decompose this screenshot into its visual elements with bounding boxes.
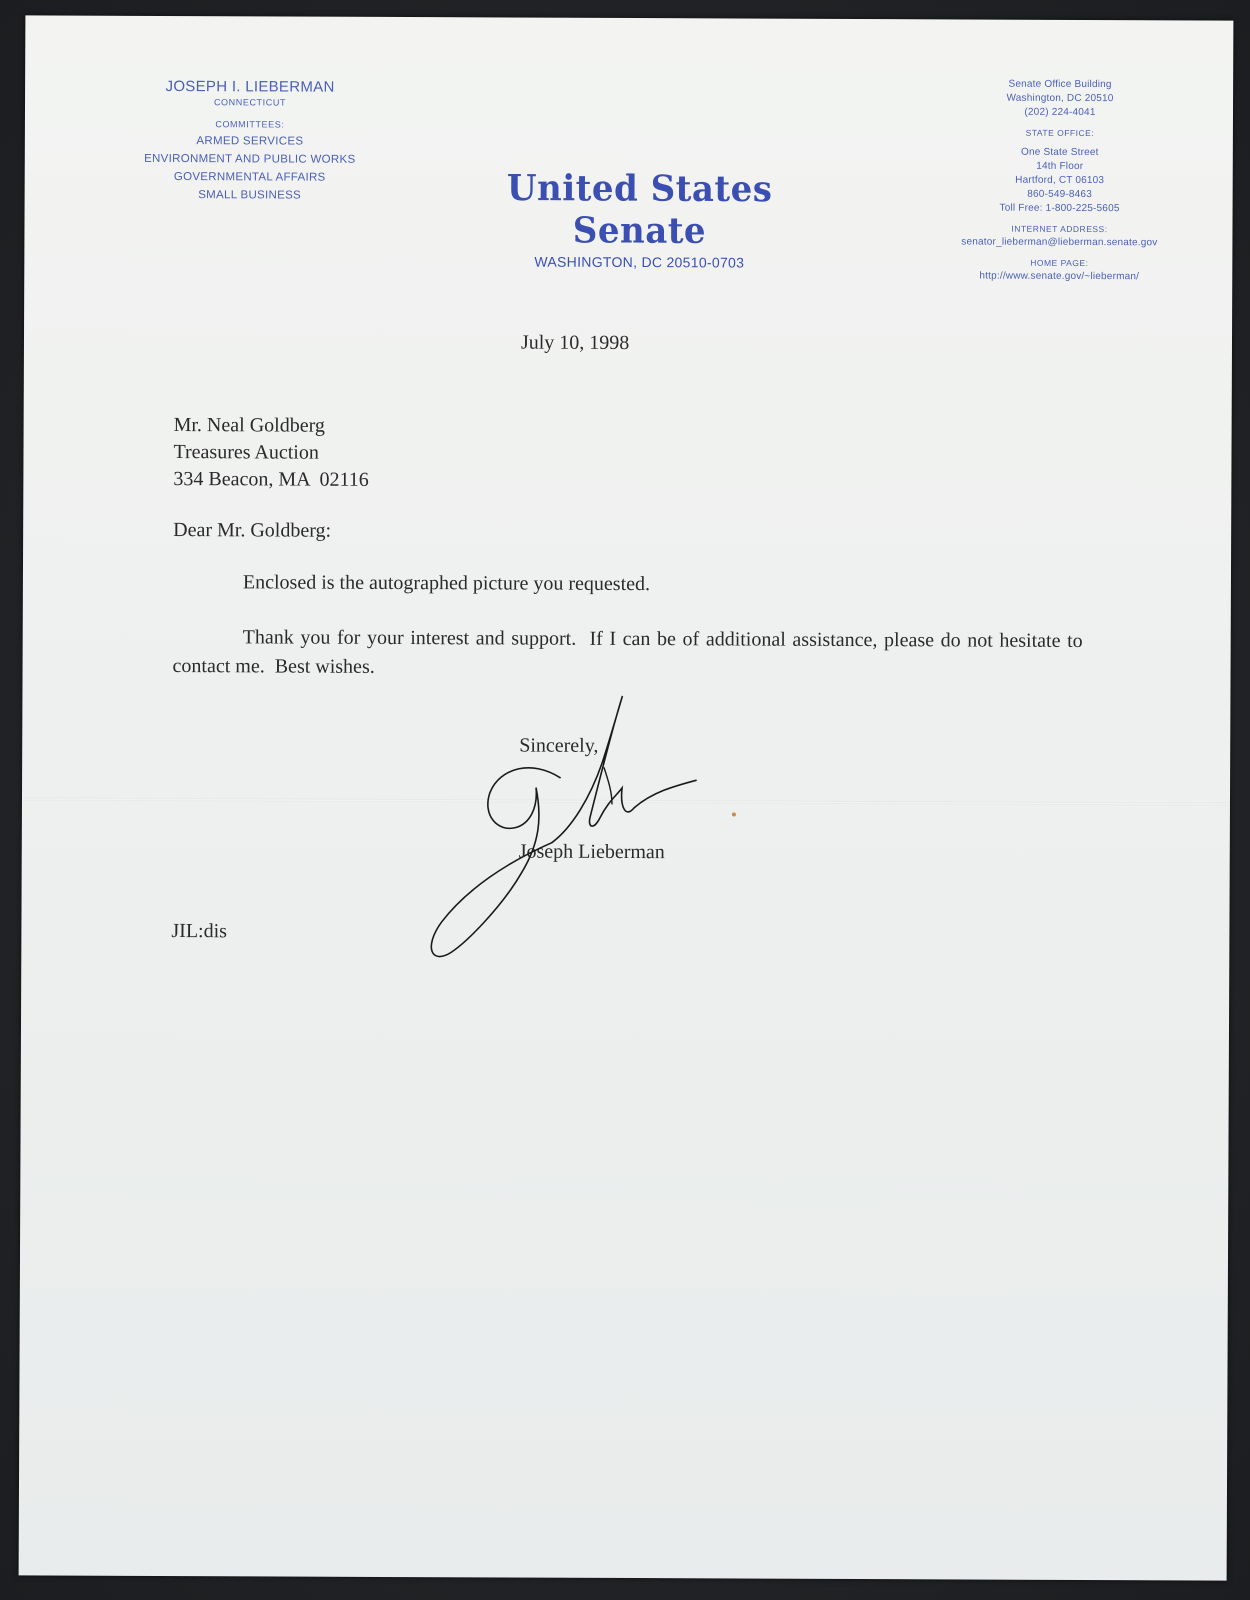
homepage-label: HOME PAGE: xyxy=(1030,257,1089,269)
committee-item: GOVERNMENTAL AFFAIRS xyxy=(173,171,326,184)
state-office-line3: Hartford, CT 06103 xyxy=(1015,174,1105,187)
state-office-line1: One State Street xyxy=(1020,146,1099,159)
state-office-line2: 14th Floor xyxy=(1036,160,1084,172)
salutation: Dear Mr. Goldberg: xyxy=(173,519,332,542)
committees-label: COMMITTEES: xyxy=(215,119,285,130)
recipient-name: Mr. Neal Goldberg xyxy=(173,414,325,437)
body-paragraph-2: Thank you for your interest and support. If I can be of additional assistance, please do not hesitate to contact me. Best wishes. xyxy=(172,626,1088,678)
committee-item: ENVIRONMENT AND PUBLIC WORKS xyxy=(144,152,356,166)
letter-page xyxy=(19,15,1234,1580)
letterhead-title-block xyxy=(444,169,834,271)
senator-name: JOSEPH I. LIEBERMAN xyxy=(165,77,335,96)
committee-item: SMALL BUSINESS xyxy=(198,189,302,202)
paper-spot xyxy=(732,812,736,816)
handwritten-signature xyxy=(411,667,732,968)
state-office-phone: 860-549-8463 xyxy=(1027,188,1093,201)
state-office-toll-free: Toll Free: 1-800-225-5605 xyxy=(999,202,1120,215)
email-address: senator_lieberman@lieberman.senate.gov xyxy=(961,236,1158,249)
letterhead-contact-block xyxy=(929,77,1190,284)
letterhead-senator-block xyxy=(85,78,416,202)
internet-label: INTERNET ADDRESS: xyxy=(1011,223,1108,235)
recipient-address: 334 Beacon, MA 02116 xyxy=(173,468,369,491)
state-office-label: STATE OFFICE: xyxy=(1025,127,1095,139)
committee-item: ARMED SERVICES xyxy=(196,135,304,148)
typist-initials: JIL:dis xyxy=(171,920,228,943)
recipient-address-block xyxy=(173,412,369,494)
dc-office-line1: Senate Office Building xyxy=(1008,78,1112,91)
closing: Sincerely, xyxy=(519,734,599,757)
senate-title: United States Senate xyxy=(506,167,773,253)
letter-date: July 10, 1998 xyxy=(520,331,630,355)
senate-address: WASHINGTON, DC 20510-0703 xyxy=(534,253,745,271)
senator-state: CONNECTICUT xyxy=(213,97,287,108)
signer-name: Joseph Lieberman xyxy=(518,840,665,864)
paper-fold-crease xyxy=(22,797,1230,805)
dc-office-phone: (202) 224-4041 xyxy=(1024,106,1096,119)
body-paragraph-1: Enclosed is the autographed picture you requested. xyxy=(242,571,651,596)
recipient-company: Treasures Auction xyxy=(173,441,319,464)
homepage-url: http://www.senate.gov/~lieberman/ xyxy=(979,270,1140,283)
dc-office-line2: Washington, DC 20510 xyxy=(1006,92,1114,105)
